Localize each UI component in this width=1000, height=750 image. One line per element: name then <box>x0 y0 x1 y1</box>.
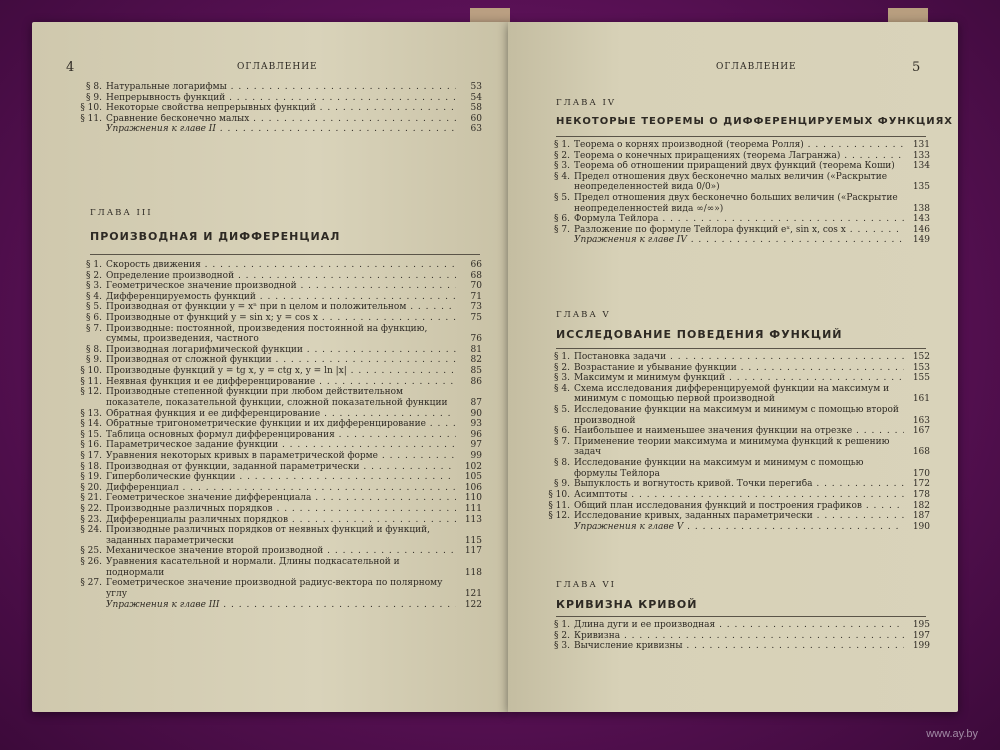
toc-entry <box>540 214 930 225</box>
toc-page-number: 197 <box>912 630 930 641</box>
toc-section-number: § 9. <box>86 92 102 103</box>
toc-entry-title: Возрастание и убывание функции . . . <box>574 363 904 374</box>
toc-entry-title: Дифференциал . . . <box>106 483 456 494</box>
toc-entry-title: Геометрическое значение дифференциала . . . <box>106 493 456 504</box>
toc-section-number: § 6. <box>554 426 570 437</box>
toc-entry <box>72 377 482 388</box>
toc-page-number: 97 <box>470 440 482 451</box>
toc-entry-title: Формула Тейлора . . . <box>574 214 904 225</box>
toc-entry <box>540 384 930 405</box>
toc-page-number: 117 <box>464 546 482 557</box>
toc-entry-title: Производные: постоянной, произведения постоянной на функцию, суммы, произведения, частного <box>106 323 428 345</box>
toc-page-number: 63 <box>470 124 482 135</box>
toc-entry-title: Упражнения к главе IV . . . <box>574 235 904 246</box>
toc-page-number: 170 <box>912 468 930 479</box>
toc-entry-title: Кривизна . . . <box>574 631 904 642</box>
toc-entry <box>540 479 930 490</box>
toc-entry <box>72 82 482 93</box>
toc-page-number: 187 <box>912 511 930 522</box>
toc-entry-title: Сравнение бесконечно малых . . . <box>106 114 456 125</box>
toc-section-number: § 3. <box>554 161 570 172</box>
toc-entry <box>72 557 482 578</box>
toc-entry-title: Обратные тригонометрические функции и их дифференцирование . . . <box>106 419 456 430</box>
right-page-number: 5 <box>912 60 921 75</box>
toc-section-number: § 13. <box>80 408 102 419</box>
toc-entry <box>72 419 482 430</box>
toc-page-number: 58 <box>470 103 482 114</box>
toc-entry-title: Механическое значение второй производной . . . <box>106 546 456 557</box>
toc-page-number: 195 <box>912 620 930 630</box>
toc-page-number: 115 <box>464 535 482 546</box>
toc-entry-title: Производные различных порядков . . . <box>106 504 456 515</box>
toc-entry <box>72 451 482 462</box>
toc-entry <box>540 522 930 533</box>
toc-page-number: 106 <box>464 482 482 493</box>
toc-entry-title: Предел отношения двух бесконечно малых величин («Раскрытие неопределенностей вида 0/0») <box>574 171 888 193</box>
chapter-6-title: КРИВИЗНА КРИВОЙ <box>556 598 698 611</box>
chapter-6-label: ГЛАВА VI <box>556 580 617 590</box>
toc-entry <box>72 281 482 292</box>
toc-page-number: 82 <box>470 355 482 366</box>
toc-entry-title: Неявная функция и ее дифференцирование . . . <box>106 377 456 388</box>
toc-section-number: § 6. <box>554 214 570 225</box>
toc-section-number: § 1. <box>554 352 570 362</box>
toc-entry-title: Производная от сложной функции . . . <box>106 355 456 366</box>
toc-page-number: 122 <box>464 599 482 610</box>
toc-section-number: § 8. <box>554 458 570 469</box>
toc-entry-title: Выпуклость и вогнутость кривой. Точки перегиба . . . <box>574 479 904 490</box>
toc-section-number: § 21. <box>80 493 102 504</box>
toc-entry <box>72 546 482 557</box>
toc-section-number: § 18. <box>80 461 102 472</box>
toc-entry-title: Параметрическое задание функции . . . <box>106 440 456 451</box>
toc-entry-title: Наибольшее и наименьшее значения функции на отрезке . . . <box>574 426 904 437</box>
toc-entry <box>540 161 930 172</box>
toc-entry-title: Предел отношения двух бесконечно больших величин («Раскрытие неопределенностей вида ∞/∞») <box>574 193 898 214</box>
toc-entry-title: Производная логарифмической функции . . . <box>106 345 456 356</box>
toc-entry <box>72 271 482 282</box>
left-top-toc <box>72 82 482 135</box>
toc-entry <box>72 462 482 473</box>
toc-page-number: 143 <box>912 214 930 225</box>
toc-entry-title: Вычисление кривизны . . . <box>574 641 904 652</box>
toc-entry <box>72 292 482 303</box>
toc-page-number: 133 <box>912 150 930 161</box>
toc-entry-title: Производные степенной функции при любом действительном показателе, показательной функции, сложной показательной функции <box>106 387 448 408</box>
toc-entry-title: Исследование кривых, заданных параметрически . . . <box>574 511 904 522</box>
toc-entry-title: Дифференциалы различных порядков . . . <box>106 515 456 526</box>
toc-entry-title: Скорость движения . . . <box>106 260 456 271</box>
left-page-number: 4 <box>66 60 75 75</box>
chapter-4-label: ГЛАВА IV <box>556 98 617 108</box>
toc-entry-title: Исследование функции на максимум и минимум с помощью формулы Тейлора <box>574 458 864 479</box>
toc-entry <box>540 490 930 501</box>
toc-entry <box>72 124 482 135</box>
toc-entry <box>72 600 482 611</box>
toc-page-number: 93 <box>470 419 482 430</box>
toc-page-number: 68 <box>470 270 482 281</box>
toc-entry <box>72 313 482 324</box>
toc-entry-title: Теорема о корнях производной (теорема Ролля) . . . <box>574 140 904 151</box>
toc-entry-title: Теорема об отношении приращений двух функций (теорема Коши) <box>574 161 895 172</box>
toc-entry <box>72 578 482 599</box>
toc-entry <box>72 525 482 546</box>
toc-entry-title: Определение производной . . . <box>106 271 456 282</box>
toc-section-number: § 26. <box>80 557 102 568</box>
toc-entry <box>540 363 930 374</box>
toc-section-number: § 10. <box>80 103 102 114</box>
toc-section-number: § 2. <box>554 362 570 373</box>
toc-section-number: § 4. <box>86 291 102 302</box>
toc-entry <box>72 472 482 483</box>
chapter-4-toc <box>540 140 930 246</box>
toc-section-number: § 5. <box>86 302 102 313</box>
toc-entry-title: Производная от функции, заданной параметрически . . . <box>106 462 456 473</box>
toc-entry-title: Длина дуги и ее производная . . . <box>574 620 904 631</box>
toc-page-number: 182 <box>912 500 930 511</box>
toc-section-number: § 7. <box>554 224 570 235</box>
toc-section-number: § 4. <box>554 383 570 394</box>
toc-entry <box>72 345 482 356</box>
toc-section-number: § 15. <box>80 429 102 440</box>
toc-entry-title: Упражнения к главе II . . . <box>106 124 456 135</box>
chapter-3-rule <box>90 254 480 255</box>
chapter-5-rule <box>556 348 926 349</box>
toc-entry <box>72 302 482 313</box>
toc-page-number: 190 <box>912 521 930 532</box>
toc-section-number: § 5. <box>554 405 570 416</box>
toc-entry-title: Упражнения к главе III . . . <box>106 600 456 611</box>
toc-entry-title: Постановка задачи . . . <box>574 352 904 363</box>
toc-section-number: § 3. <box>86 281 102 292</box>
toc-entry-title: Теорема о конечных приращениях (теорема Лагранжа) . . . <box>574 151 904 162</box>
toc-page-number: 54 <box>470 92 482 103</box>
toc-section-number: § 11. <box>80 113 102 124</box>
toc-entry-title: Производные от функций y = sin x; y = cos x . . . <box>106 313 456 324</box>
toc-entry-title: Гиперболические функции . . . <box>106 472 456 483</box>
toc-entry <box>72 493 482 504</box>
toc-section-number: § 2. <box>86 270 102 281</box>
chapter-6-toc <box>540 620 930 652</box>
toc-page-number: 110 <box>464 493 482 504</box>
toc-page-number: 66 <box>470 260 482 270</box>
toc-entry-title: Геометрическое значение производной . . . <box>106 281 456 292</box>
toc-section-number: § 9. <box>86 355 102 366</box>
toc-section-number: § 19. <box>80 472 102 483</box>
toc-section-number: § 2. <box>554 630 570 641</box>
toc-page-number: 153 <box>912 362 930 373</box>
chapter-3-label: ГЛАВА III <box>90 208 153 218</box>
toc-section-number: § 4. <box>554 171 570 182</box>
toc-page-number: 111 <box>464 504 482 515</box>
toc-page-number: 199 <box>912 641 930 652</box>
left-page-header: ОГЛАВЛЕНИЕ <box>237 62 318 72</box>
toc-entry <box>72 260 482 271</box>
toc-entry-title: Асимптоты . . . <box>574 490 904 501</box>
toc-page-number: 99 <box>470 450 482 461</box>
toc-page-number: 102 <box>464 461 482 472</box>
toc-entry <box>72 366 482 377</box>
toc-page-number: 168 <box>912 447 930 458</box>
toc-section-number: § 5. <box>554 193 570 204</box>
toc-page-number: 146 <box>912 224 930 235</box>
toc-section-number: § 3. <box>554 373 570 384</box>
toc-page-number: 75 <box>470 313 482 324</box>
toc-section-number: § 27. <box>80 578 102 589</box>
toc-section-number <box>72 124 106 135</box>
toc-page-number: 113 <box>464 514 482 525</box>
toc-section-number: § 7. <box>554 436 570 447</box>
toc-entry-title: Уравнения некоторых кривых в параметрической форме . . . <box>106 451 456 462</box>
toc-page-number: 70 <box>470 281 482 292</box>
toc-entry-title: Некоторые свойства непрерывных функций . . . <box>106 103 456 114</box>
chapter-3-title: ПРОИЗВОДНАЯ И ДИФФЕРЕНЦИАЛ <box>90 230 341 243</box>
toc-entry-title: Производные функций y = tg x, y = ctg x, y = ln |x| . . . <box>106 366 456 377</box>
toc-section-number: § 11. <box>548 500 570 511</box>
toc-page-number: 90 <box>470 408 482 419</box>
toc-entry-title: Дифференцируемость функций . . . <box>106 292 456 303</box>
toc-page-number: 131 <box>912 140 930 150</box>
toc-section-number: § 8. <box>86 82 102 92</box>
toc-page-number: 178 <box>912 489 930 500</box>
toc-entry <box>540 140 930 151</box>
toc-section-number: § 1. <box>86 260 102 270</box>
toc-entry-title: Обратная функция и ее дифференцирование . . . <box>106 409 456 420</box>
toc-entry-title: Производная от функции y = xⁿ при n целом и положительном . . . <box>106 302 456 313</box>
toc-section-number: § 1. <box>554 140 570 150</box>
toc-page-number: 76 <box>470 334 482 345</box>
toc-section-number <box>72 600 106 611</box>
toc-entry <box>72 430 482 441</box>
toc-page-number: 118 <box>464 567 482 578</box>
left-page <box>32 22 508 712</box>
toc-page-number: 81 <box>470 344 482 355</box>
toc-entry <box>540 225 930 236</box>
toc-page-number: 134 <box>912 161 930 172</box>
toc-section-number: § 24. <box>80 525 102 536</box>
chapter-4-title: НЕКОТОРЫЕ ТЕОРЕМЫ О ДИФФЕРЕНЦИРУЕМЫХ ФУНКЦИЯХ <box>556 116 954 127</box>
toc-entry <box>540 352 930 363</box>
toc-entry-title: Разложение по формуле Тейлора функций eˣ, sin x, cos x . . . <box>574 225 904 236</box>
toc-section-number: § 9. <box>554 479 570 490</box>
toc-entry-title: Общий план исследования функций и построения графиков . . . <box>574 501 904 512</box>
toc-section-number: § 8. <box>86 344 102 355</box>
toc-page-number: 73 <box>470 302 482 313</box>
toc-entry <box>540 151 930 162</box>
toc-page-number: 149 <box>912 235 930 246</box>
right-page-header: ОГЛАВЛЕНИЕ <box>716 62 797 72</box>
toc-entry-title: Геометрическое значение производной радиус-вектора по полярному углу <box>106 578 443 599</box>
toc-entry <box>72 93 482 104</box>
toc-entry <box>540 172 930 193</box>
toc-entry <box>540 501 930 512</box>
toc-section-number: § 17. <box>80 450 102 461</box>
toc-page-number: 53 <box>470 82 482 92</box>
toc-section-number: § 22. <box>80 504 102 515</box>
toc-page-number: 71 <box>470 291 482 302</box>
toc-entry-title: Схема исследования дифференцируемой функции на максимум и минимум с помощью первой производной <box>574 383 890 405</box>
toc-entry <box>72 504 482 515</box>
toc-page-number: 172 <box>912 479 930 490</box>
toc-entry-title: Исследование функции на максимум и минимум с помощью второй производной <box>574 405 899 426</box>
toc-section-number: § 7. <box>86 323 102 334</box>
toc-page-number: 96 <box>470 429 482 440</box>
toc-page-number: 105 <box>464 472 482 483</box>
toc-section-number: § 16. <box>80 440 102 451</box>
toc-page-number: 85 <box>470 366 482 377</box>
toc-entry <box>540 458 930 479</box>
right-page <box>508 22 958 712</box>
toc-entry-title: Применение теории максимума и минимума функций к решению задач <box>574 436 890 458</box>
toc-section-number <box>540 522 574 533</box>
toc-entry <box>540 631 930 642</box>
toc-section-number: § 1. <box>554 620 570 630</box>
toc-entry <box>72 324 482 345</box>
toc-entry-title: Натуральные логарифмы . . . <box>106 82 456 93</box>
toc-section-number: § 20. <box>80 482 102 493</box>
toc-page-number: 155 <box>912 373 930 384</box>
toc-page-number: 86 <box>470 376 482 387</box>
toc-entry-title: Производные различных порядков от неявных функций и функций, заданных параметрически <box>106 525 430 546</box>
toc-entry <box>540 373 930 384</box>
toc-section-number: § 25. <box>80 546 102 557</box>
toc-entry <box>540 511 930 522</box>
toc-entry-title: Непрерывность функций . . . <box>106 93 456 104</box>
toc-entry <box>72 355 482 366</box>
toc-entry-title: Таблица основных формул дифференцирования . . . <box>106 430 456 441</box>
toc-page-number: 60 <box>470 113 482 124</box>
toc-section-number <box>540 235 574 246</box>
chapter-4-rule <box>556 136 926 137</box>
toc-entry <box>540 437 930 458</box>
toc-entry <box>540 235 930 246</box>
toc-entry <box>72 483 482 494</box>
toc-section-number: § 11. <box>80 376 102 387</box>
toc-entry <box>540 193 930 214</box>
toc-entry <box>72 440 482 451</box>
toc-entry <box>72 114 482 125</box>
open-book <box>18 8 982 730</box>
toc-section-number: § 23. <box>80 514 102 525</box>
toc-section-number: § 3. <box>554 641 570 652</box>
toc-section-number: § 14. <box>80 419 102 430</box>
toc-entry <box>540 405 930 426</box>
chapter-5-toc <box>540 352 930 532</box>
toc-entry <box>72 515 482 526</box>
watermark: www.ay.by <box>926 728 978 740</box>
chapter-5-label: ГЛАВА V <box>556 310 611 320</box>
toc-page-number: 138 <box>912 203 930 214</box>
toc-entry <box>540 426 930 437</box>
toc-section-number: § 10. <box>80 366 102 377</box>
toc-page-number: 163 <box>912 415 930 426</box>
toc-section-number: § 12. <box>548 511 570 522</box>
toc-entry <box>540 641 930 652</box>
toc-page-number: 152 <box>912 352 930 362</box>
toc-page-number: 121 <box>464 588 482 599</box>
toc-page-number: 167 <box>912 426 930 437</box>
toc-section-number: § 6. <box>86 313 102 324</box>
toc-section-number: § 10. <box>548 489 570 500</box>
chapter-5-title: ИССЛЕДОВАНИЕ ПОВЕДЕНИЯ ФУНКЦИЙ <box>556 328 843 341</box>
toc-section-number: § 2. <box>554 150 570 161</box>
toc-entry <box>72 103 482 114</box>
toc-entry-title: Упражнения к главе V . . . <box>574 522 904 533</box>
toc-page-number: 161 <box>912 394 930 405</box>
toc-entry <box>72 387 482 408</box>
toc-entry-title: Максимум и минимум функций . . . <box>574 373 904 384</box>
toc-entry <box>72 409 482 420</box>
toc-section-number: § 12. <box>80 387 102 398</box>
chapter-6-rule <box>556 616 926 617</box>
toc-page-number: 87 <box>470 397 482 408</box>
toc-entry <box>540 620 930 631</box>
toc-page-number: 135 <box>912 182 930 193</box>
left-main-toc <box>72 260 482 610</box>
toc-entry-title: Уравнения касательной и нормали. Длины подкасательной и поднормали <box>106 557 400 578</box>
